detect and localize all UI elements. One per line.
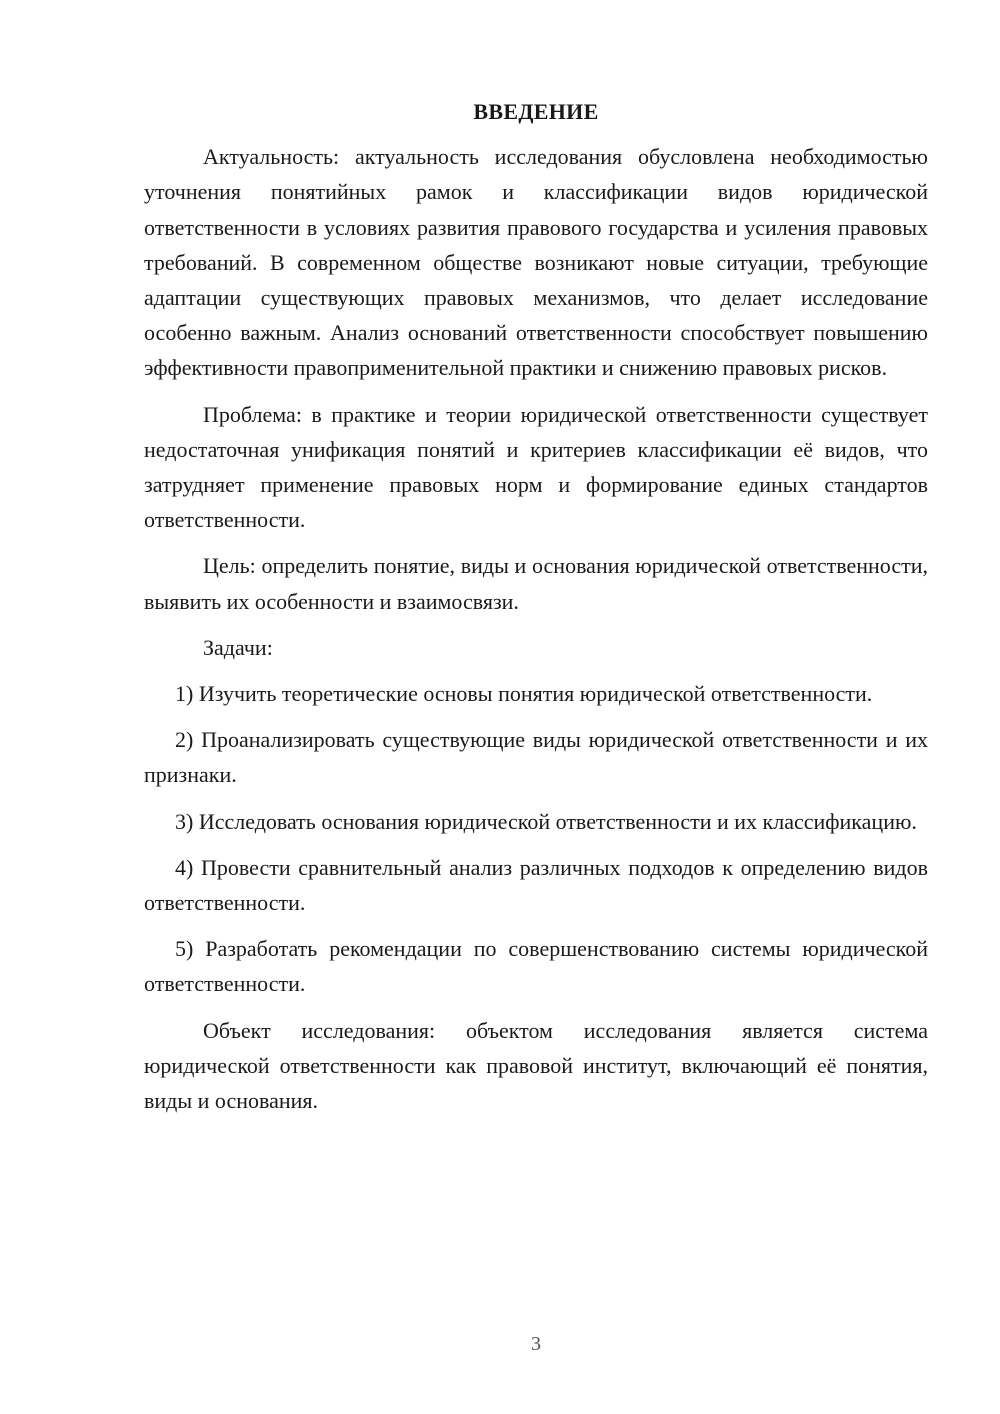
paragraph-relevance: Актуальность: актуальность исследования обусловлена необходимостью уточнения понятийных рамок и классификации видов юридической ответственности в условиях развития правового государства и усиления правовых требований. В современном обществе возникают новые ситуации, требующие адаптации существующих правовых механизмов, что делает исследование особенно важным. Анализ оснований ответственности способствует повышению эффективности правоприменительной практики и снижению правовых рисков.	[144, 144, 928, 381]
task-item-1: 1) Изучить теоретические основы понятия юридической ответственности.	[175, 681, 873, 707]
paragraph-problem: Проблема: в практике и теории юридической ответственности существует недостаточная унификация понятий и критериев классификации её видов, что затрудняет применение правовых норм и формирование единых стандартов ответственности.	[144, 401, 928, 533]
task-item-3: 3) Исследовать основания юридической ответственности и их классификацию.	[175, 808, 917, 834]
section-title: ВВЕДЕНИЕ	[473, 99, 599, 124]
tasks-heading: Задачи:	[203, 634, 273, 660]
paragraph-object: Объект исследования: объектом исследования является система юридической ответственности как правовой институт, включающий её понятия, виды и основания.	[144, 1017, 928, 1114]
page-number: 3	[531, 1333, 541, 1355]
task-item-4: 4) Провести сравнительный анализ различных подходов к определению видов ответственности.	[144, 854, 928, 916]
paragraph-goal: Цель: определить понятие, виды и основания юридической ответственности, выявить их особенности и взаимосвязи.	[144, 553, 928, 614]
task-item-2: 2) Проанализировать существующие виды юридической ответственности и их признаки.	[144, 727, 928, 788]
task-item-5: 5) Разработать рекомендации по совершенствованию системы юридической ответственности.	[144, 936, 928, 997]
page-content	[144, 94, 928, 1118]
